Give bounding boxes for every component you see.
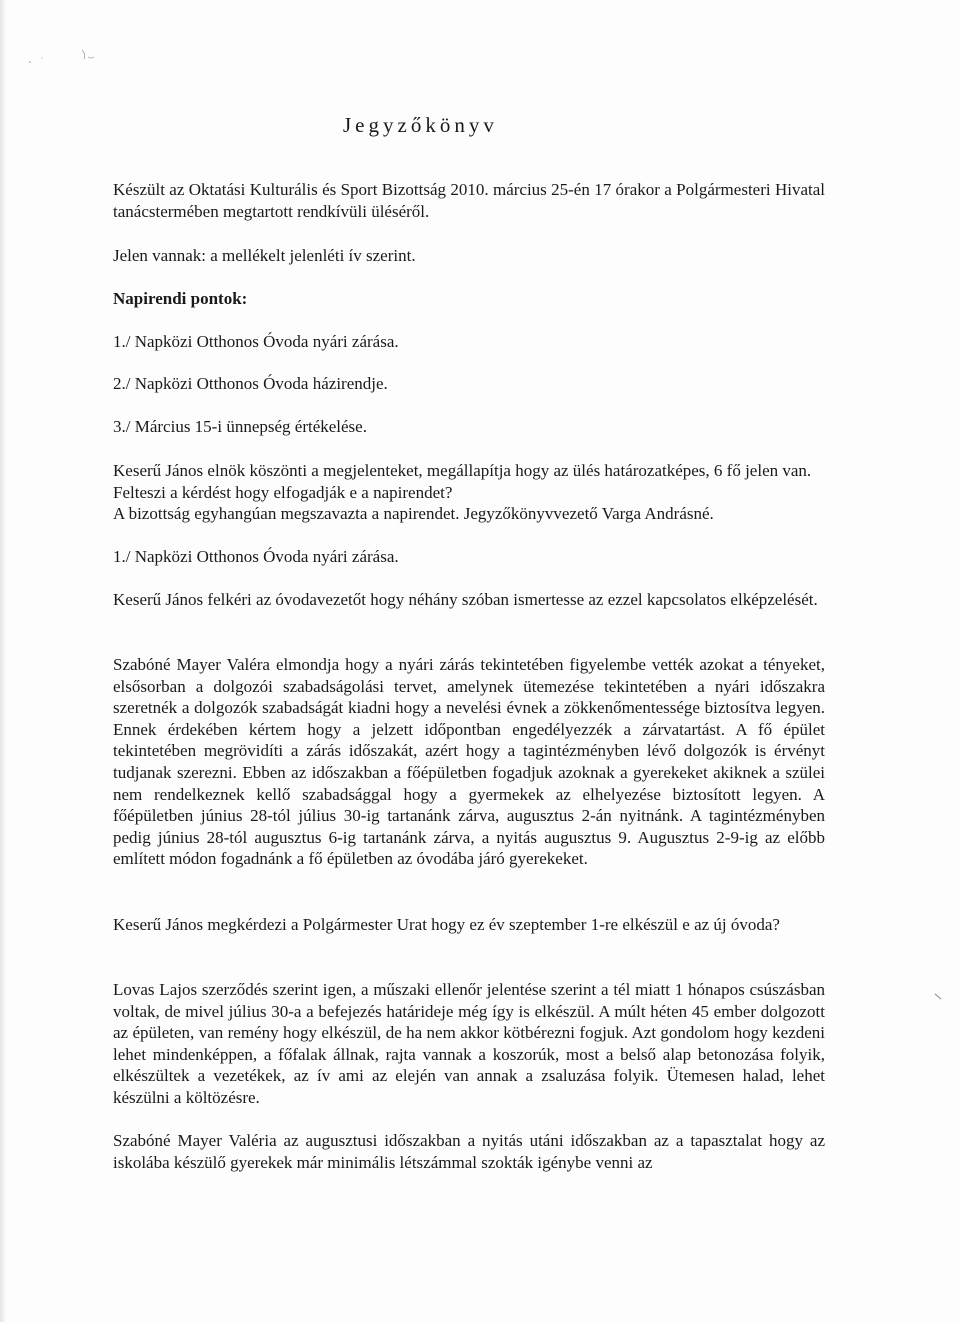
opening-paragraph: Keserű János elnök köszönti a megjelenteket, megállapítja hogy az ülés határozatképes, 6 fő jelen van. Felteszi a kérdést hogy elfogadják e a napirendet? <box>113 461 812 502</box>
agenda-item-3: 3./ Március 15-i ünnepség értékelése. <box>113 417 367 436</box>
vote-paragraph: A bizottság egyhangúan megszavazta a napirendet. Jegyzőkönyvvezető Varga Andrásné. <box>113 504 714 523</box>
paragraph-construction: Lovas Lajos szerződés szerint igen, a műszaki ellenőr jelentése szerint a tél miatt 1 hónapos csúszásban voltak, de mivel július 30-a a befejezés határideje még így is elkészül. A múlt héten 45 ember dolgozott az épületen, van remény hogy elkészül, de ha nem akkor kötbérezni fogjuk. Azt gondolom hogy kezdeni lehet mindenképpen, a főfalak állnak, rajta vannak a koszorúk, most a belső alap betonozása folyik, elkészültek a vezetékek, az ív ami az elején van annak a zsaluzása folyik. Ütemesen halad, lehet készülni a költözésre. <box>113 980 825 1107</box>
paragraph-request: Keserű János felkéri az óvodavezetőt hogy néhány szóban ismertesse az ezzel kapcsolatos elképzelését. <box>113 590 818 609</box>
agenda-item-1: 1./ Napközi Otthonos Óvoda nyári zárása. <box>113 332 399 351</box>
paragraph-august: Szabóné Mayer Valéria az augusztusi időszakban a nyitás utáni időszakban az a tapasztalat hogy az iskolába készülő gyerekek már minimális létszámmal szokták igénybe venni az <box>113 1131 825 1172</box>
attendance-line: Jelen vannak: a mellékelt jelenléti ív szerint. <box>113 246 416 265</box>
agenda-item-2: 2./ Napközi Otthonos Óvoda házirendje. <box>113 374 388 393</box>
scan-edge-shadow <box>0 0 6 1322</box>
paragraph-closure-details: Szabóné Mayer Valéra elmondja hogy a nyári zárás tekintetében figyelembe vették azokat a tényeket, elsősorban a dolgozói szabadságolási tervet, amelynek ütemezése tekintetében a nyári időszakra szeretnék a dolgozók szabadságát kiadni hogy a nevelési évnek a zökkenőmentessége biztosítva legyen. Ennek érdekében kértem hogy a jelzett időpontban engedélyezzék a zárvatartást. A fő épület tekintetében megrövidíti a zárás időszakát, azért hogy a tagintézményben lévő dolgozók is érvényt tudjanak szerezni. Ebben az időszakban a főépületben fogadjuk azoknak a gyerekeket akiknek a szülei nem rendelkeznek kellő szabadsággal hogy a gyermekek az elhelyezése biztosított legyen. A főépületben június 28-tól július 30-ig tartanánk zárva, augusztus 2-án nyitnánk. A tagintézményben pedig június 28-tól augusztus 6-ig tartanánk zárva, a nyitás augusztus 9. Augusztus 2-9-ig az előbb említett módon fogadnánk a fő épületben az óvodába járó gyerekeket. <box>113 655 825 869</box>
paragraph-question: Keserű János megkérdezi a Polgármester Urat hogy ez év szeptember 1-re elkészül e az új óvoda? <box>113 915 780 934</box>
section-title: 1./ Napközi Otthonos Óvoda nyári zárása. <box>113 547 399 566</box>
intro-paragraph: Készült az Oktatási Kulturális és Sport Bizottság 2010. március 25-én 17 órakor a Polgármesteri Hivatal tanácstermében megtartott rendkívüli üléséről. <box>113 180 825 221</box>
document-title: Jegyzőkönyv <box>343 113 498 137</box>
scan-speckle-icon <box>20 40 110 80</box>
scan-mark <box>935 994 942 1000</box>
agenda-heading: Napirendi pontok: <box>113 289 248 308</box>
